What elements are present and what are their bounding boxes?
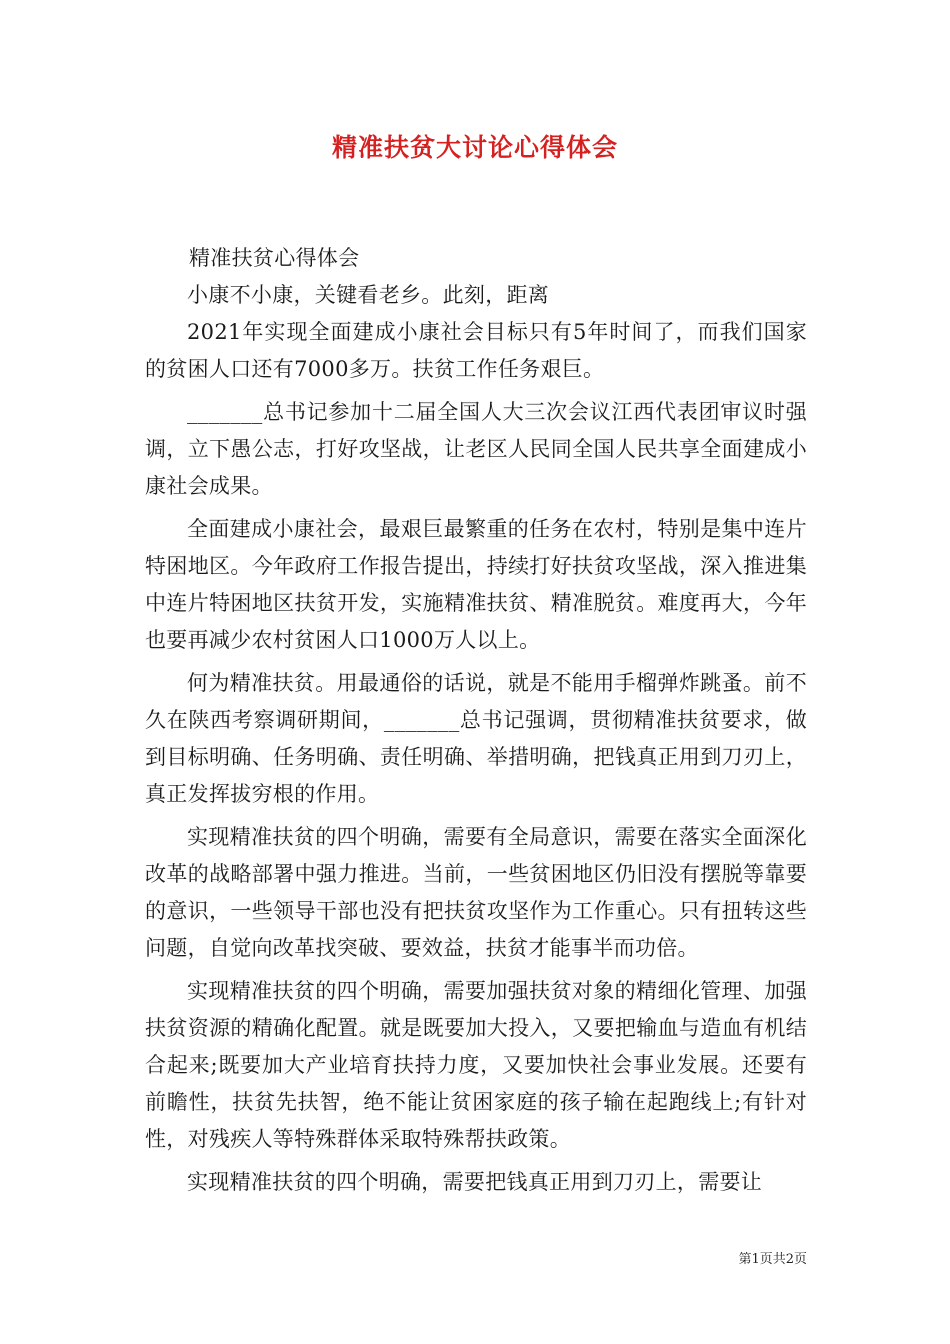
body-paragraph: 实现精准扶贫的四个明确，需要把钱真正用到刀刃上，需要让 [187, 1170, 763, 1194]
body-paragraph: 实现精准扶贫的四个明确，需要有全局意识，需要在落实全面深化改革的战略部署中强力推进。当前，一些贫困地区仍旧没有摆脱等靠要的意识，一些领导干部也没有把扶贫攻坚作为工作重心。只有扭转这些问题，自觉向改革找突破、要效益，扶贫才能事半而功倍。 [145, 825, 807, 960]
document-body [145, 240, 807, 1201]
body-paragraph: 何为精准扶贫。用最通俗的话说，就是不能用手榴弹炸跳蚤。前不久在陕西考察调研期间，_______总书记强调，贯彻精准扶贫要求，做到目标明确、任务明确、责任明确、举措明确，把钱真正用到刀刃上，真正发挥拔穷根的作用。 [145, 671, 807, 806]
body-paragraph: 全面建成小康社会，最艰巨最繁重的任务在农村，特别是集中连片特困地区。今年政府工作报告提出，持续打好扶贫攻坚战，深入推进集中连片特困地区扶贫开发，实施精准扶贫、精准脱贫。难度再大，今年也要再减少农村贫困人口1000万人以上。 [145, 517, 807, 652]
body-paragraph: 实现精准扶贫的四个明确，需要加强扶贫对象的精细化管理、加强扶贫资源的精确化配置。就是既要加大投入，又要把输血与造血有机结合起来;既要加大产业培育扶持力度，又要加快社会事业发展。还要有前瞻性，扶贫先扶智，绝不能让贫困家庭的孩子输在起跑线上;有针对性，对残疾人等特殊群体采取特殊帮扶政策。 [145, 979, 807, 1151]
body-paragraph: 精准扶贫心得体会 [189, 246, 360, 270]
document-title: 精准扶贫大讨论心得体会 [331, 133, 618, 162]
page-indicator: 第1页共2页 [738, 1252, 807, 1267]
body-paragraph: 小康不小康，关键看老乡。此刻，距离 [187, 283, 550, 307]
body-paragraph: 2021年实现全面建成小康社会目标只有5年时间了，而我们国家的贫困人口还有7000多万。扶贫工作任务艰巨。 [145, 320, 807, 381]
body-paragraph: _______总书记参加十二届全国人大三次会议江西代表团审议时强调，立下愚公志，打好攻坚战，让老区人民同全国人民共享全面建成小康社会成果。 [145, 400, 807, 498]
